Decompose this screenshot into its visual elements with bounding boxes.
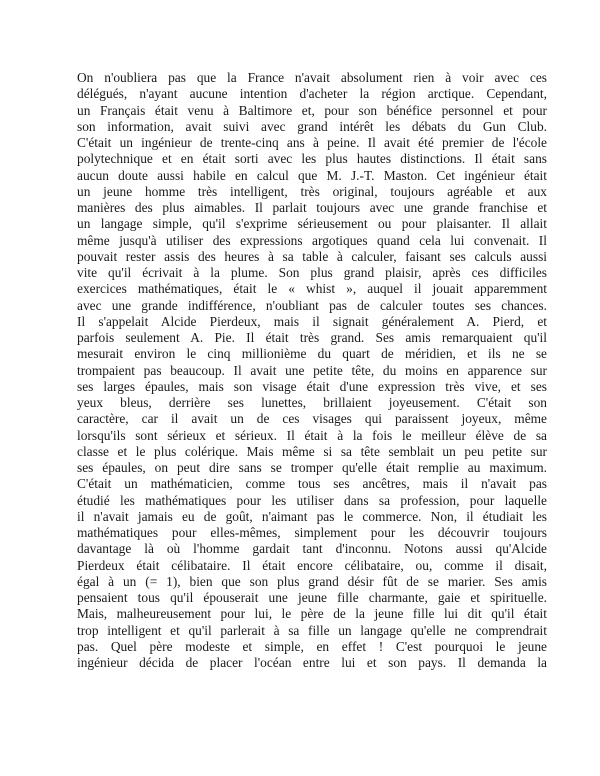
text-line: même jusqu'à utiliser des expressions argotiques quand cela lui convenait. Il [77, 232, 547, 248]
text-line: ses larges épaules, mais son visage était d'une expression très vive, et ses [77, 378, 547, 394]
text-line: Pierdeux était célibataire. Il était encore célibataire, ou, comme il disait, [77, 557, 547, 573]
text-line: égal à un (= 1), bien que son plus grand désir fût de se marier. Ses amis [77, 573, 547, 589]
text-line: aucun doute aussi habile en calcul que M. J.-T. Maston. Cet ingénieur était [77, 167, 547, 183]
text-line: son information, avait suivi avec grand intérêt les débats du Gun Club. [77, 118, 547, 134]
text-line: un langage simple, qu'il s'exprime sérieusement ou pour plaisanter. Il allait [77, 216, 547, 232]
text-line: étudié les mathématiques pour les utiliser dans sa profession, pour laquelle [77, 492, 547, 508]
text-line: C'était un mathématicien, comme tous ses ancêtres, mais il n'avait pas [77, 476, 547, 492]
text-line: délégués, n'ayant aucune intention d'acheter la région arctique. Cependant, [77, 86, 547, 102]
text-line: ingénieur décida de placer l'océan entre lui et son pays. Il demanda la [77, 655, 547, 670]
text-line: parfois seulement A. Pie. Il était très grand. Ses amis remarquaient qu'il [77, 330, 547, 345]
text-line: classe et le plus colérique. Mais même si sa tête semblait un peu petite sur [77, 443, 547, 459]
text-line: Il s'appelait Alcide Pierdeux, mais il signait généralement A. Pierd, et [77, 313, 547, 329]
text-line: ses épaules, on peut dire sans se tromper qu'elle était remplie au maximum. [77, 460, 547, 475]
text-line: avec une grande indifférence, n'oubliant pas de calculer toutes ses chances. [77, 297, 547, 313]
text-line: Mais, malheureusement pour lui, le père de la jeune fille lui dit qu'il était [77, 606, 547, 622]
text-line: polytechnique et en était sorti avec les plus hautes distinctions. Il était sans [77, 151, 547, 167]
text-line: yeux bleus, derrière ses lunettes, brillaient joyeusement. C'était son [77, 395, 547, 410]
text-line: trompaient pas beaucoup. Il avait une petite tête, du moins en apparence sur [77, 362, 547, 378]
text-line: pensaient tous qu'il épouserait une jeune fille charmante, gaie et spirituelle. [77, 590, 547, 605]
text-line: exercices mathématiques, était le « whist », auquel il jouait apparemment [77, 281, 547, 297]
text-line: On n'oubliera pas que la France n'avait absolument rien à voir avec ces [77, 70, 547, 85]
text-line: un Français était venu à Baltimore et, pour son bénéfice personnel et pour [77, 102, 547, 118]
text-line: il n'avait jamais eu de goût, n'aimant pas le commerce. Non, il étudiait les [77, 508, 547, 524]
text-line: pouvait rester assis des heures à sa table à calculer, faisant ses calculs aussi [77, 248, 547, 264]
text-line: un jeune homme très intelligent, très original, toujours agréable et aux [77, 183, 547, 199]
text-line: caractère, car il avait un de ces visages qui paraissent joyeux, même [77, 411, 547, 427]
text-line: C'était un ingénieur de trente-cinq ans à peine. Il avait été premier de l'école [77, 135, 547, 150]
text-line: mesurait environ le cinq millionième du quart de méridien, et ils ne se [77, 346, 547, 362]
text-line: lorsqu'ils sont sérieux et sérieux. Il était à la fois le meilleur élève de sa [77, 427, 547, 443]
text-line: mathématiques pour elles-mêmes, simplement pour les découvrir toujours [77, 525, 547, 540]
text-line: vite qu'il écrivait à la plume. Son plus grand plaisir, après ces difficiles [77, 265, 547, 280]
text-line: trop intelligent et qu'il parlerait à sa fille un langage qu'elle ne comprendrait [77, 622, 547, 638]
text-line: davantage là où l'homme gardait tant d'inconnu. Notons aussi qu'Alcide [77, 541, 547, 557]
text-line: manières des plus aimables. Il parlait toujours avec une grande franchise et [77, 200, 547, 215]
body-paragraph [77, 70, 547, 671]
text-line: pas. Quel père modeste et simple, en effet ! C'est pourquoi le jeune [77, 638, 547, 654]
